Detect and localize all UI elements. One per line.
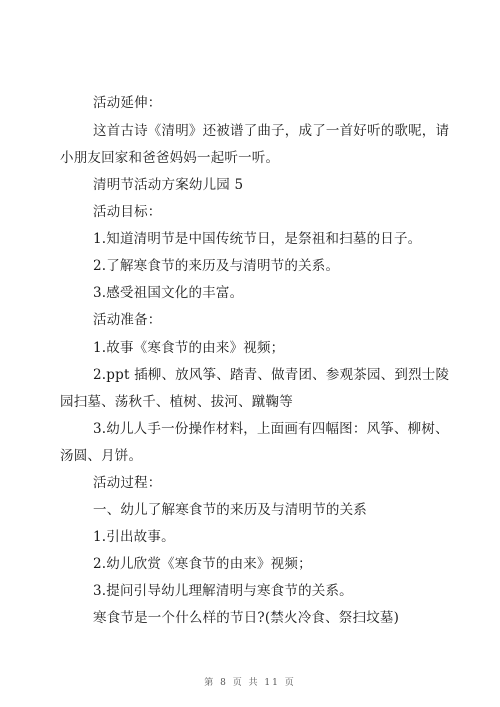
paragraph-line: 园扫墓、荡秋千、植树、拔河、蹴鞠等	[60, 394, 293, 410]
list-item: 2.了解寒食节的来历及与清明节的关系。	[93, 258, 340, 274]
list-item: 3.提问引导幼儿理解清明与寒食节的关系。	[93, 583, 353, 599]
paragraph-line: 寒食节是一个什么样的节日?(禁火冷食、祭扫坟墓)	[93, 610, 400, 626]
heading-process: 活动过程：	[93, 475, 162, 491]
paragraph-line: 小朋友回家和爸爸妈妈一起听一听。	[60, 150, 280, 166]
paragraph-line: 汤圆、月饼。	[60, 448, 143, 464]
list-item: 3.幼儿人手一份操作材料，上面画有四幅图：风筝、柳树、	[93, 421, 449, 437]
list-item: 1.故事《寒食节的由来》视频；	[93, 340, 285, 356]
list-item: 2.ppt 插柳、放风筝、踏青、做青团、参观茶园、到烈士陵	[93, 367, 450, 383]
paragraph-line: 这首古诗《清明》还被谱了曲子，成了一首好听的歌呢，请	[93, 123, 450, 139]
heading-preparation: 活动准备：	[93, 312, 162, 328]
list-item: 1.引出故事。	[93, 529, 175, 545]
subheading: 一、幼儿了解寒食节的来历及与清明节的关系	[93, 502, 367, 518]
page-number-footer: 第 8 页 共 11 页	[204, 678, 296, 688]
section-title: 清明节活动方案幼儿园 5	[93, 177, 244, 193]
heading-goals: 活动目标：	[93, 204, 162, 220]
list-item: 2.幼儿欣赏《寒食节的由来》视频；	[93, 556, 312, 572]
heading-extension: 活动延伸：	[93, 95, 162, 111]
list-item: 3.感受祖国文化的丰富。	[93, 285, 244, 301]
list-item: 1.知道清明节是中国传统节日，是祭祖和扫墓的日子。	[93, 231, 422, 247]
